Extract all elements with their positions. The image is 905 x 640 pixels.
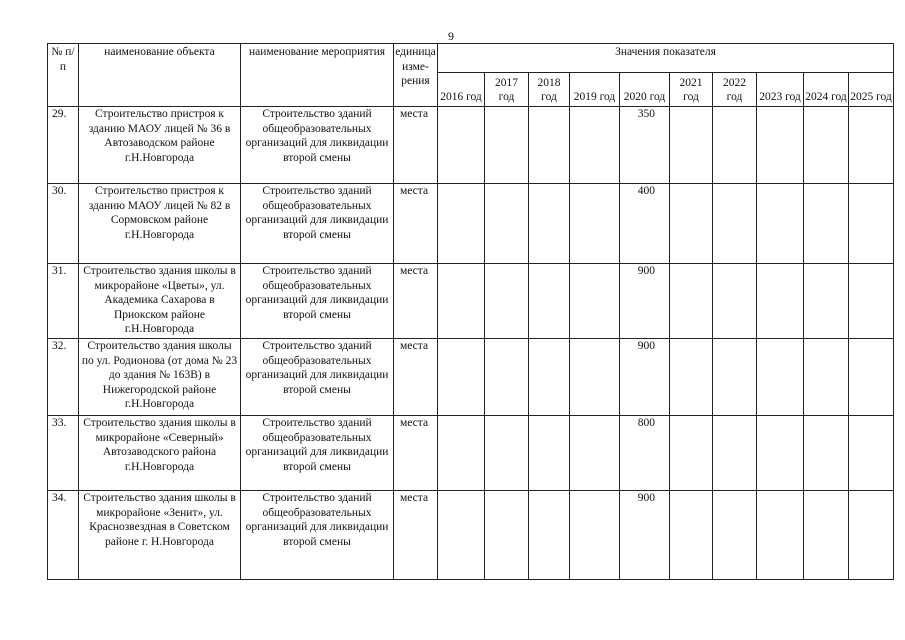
value-2018 — [529, 264, 570, 339]
value-2025 — [849, 107, 894, 184]
table-row — [48, 107, 894, 184]
unit-cell: места — [394, 184, 438, 264]
unit-cell: места — [394, 339, 438, 416]
header-year: 2017 год — [485, 73, 529, 107]
value-2022 — [713, 416, 757, 491]
value-2018 — [529, 339, 570, 416]
value-2020: 900 — [620, 339, 670, 416]
value-2021 — [670, 416, 713, 491]
value-2018 — [529, 416, 570, 491]
value-2021 — [670, 491, 713, 580]
table-row — [48, 184, 894, 264]
unit-cell: места — [394, 264, 438, 339]
header-object: наименование объекта — [79, 44, 241, 107]
table-row — [48, 491, 894, 580]
object-name: Строительство здания школы по ул. Родионова (от дома № 23 до здания № 163В) в Нижегородской районе г.Н.Новгорода — [79, 339, 241, 416]
value-2022 — [713, 264, 757, 339]
unit-cell: места — [394, 416, 438, 491]
header-year: 2018 год — [529, 73, 570, 107]
measure-name: Строительство зданий общеобразовательных организаций для ликвидации второй смены — [241, 491, 394, 580]
value-2018 — [529, 491, 570, 580]
value-2022 — [713, 184, 757, 264]
value-2016 — [438, 184, 485, 264]
value-2023 — [757, 339, 804, 416]
table-row — [48, 416, 894, 491]
header-year: 2023 год — [757, 73, 804, 107]
value-2017 — [485, 184, 529, 264]
value-2016 — [438, 491, 485, 580]
table-row — [48, 264, 894, 339]
row-number: 34. — [48, 491, 79, 580]
object-name: Строительство здания школы в микрорайоне «Северный» Автозаводского района г.Н.Новгорода — [79, 416, 241, 491]
value-2024 — [804, 491, 849, 580]
value-2019 — [570, 416, 620, 491]
object-name: Строительство пристроя к зданию МАОУ лицей № 36 в Автозаводском районе г.Н.Новгорода — [79, 107, 241, 184]
value-2016 — [438, 264, 485, 339]
header-measure: наименование мероприятия — [241, 44, 394, 107]
object-name: Строительство пристроя к зданию МАОУ лицей № 82 в Сормовском районе г.Н.Новгорода — [79, 184, 241, 264]
value-2019 — [570, 107, 620, 184]
unit-cell: места — [394, 107, 438, 184]
value-2024 — [804, 416, 849, 491]
value-2021 — [670, 184, 713, 264]
value-2018 — [529, 107, 570, 184]
object-name: Строительство здания школы в микрорайоне «Зенит», ул. Краснозвездная в Советском районе г. Н.Новгорода — [79, 491, 241, 580]
header-num: № п/п — [48, 44, 79, 107]
table-row — [48, 339, 894, 416]
value-2025 — [849, 184, 894, 264]
value-2025 — [849, 416, 894, 491]
value-2023 — [757, 107, 804, 184]
value-2025 — [849, 264, 894, 339]
header-year: 2022 год — [713, 73, 757, 107]
value-2021 — [670, 264, 713, 339]
value-2023 — [757, 416, 804, 491]
value-2021 — [670, 107, 713, 184]
value-2022 — [713, 491, 757, 580]
value-2017 — [485, 339, 529, 416]
value-2020: 900 — [620, 264, 670, 339]
value-2017 — [485, 107, 529, 184]
value-2023 — [757, 184, 804, 264]
value-2020: 400 — [620, 184, 670, 264]
value-2019 — [570, 339, 620, 416]
value-2019 — [570, 264, 620, 339]
value-2016 — [438, 339, 485, 416]
object-name: Строительство здания школы в микрорайоне «Цветы», ул. Академика Сахарова в Приокском районе г.Н.Новгорода — [79, 264, 241, 339]
value-2019 — [570, 184, 620, 264]
header-year: 2024 год — [804, 73, 849, 107]
value-2024 — [804, 184, 849, 264]
value-2025 — [849, 491, 894, 580]
indicator-table — [47, 43, 894, 580]
row-number: 29. — [48, 107, 79, 184]
value-2025 — [849, 339, 894, 416]
measure-name: Строительство зданий общеобразовательных организаций для ликвидации второй смены — [241, 107, 394, 184]
value-2017 — [485, 416, 529, 491]
unit-cell: места — [394, 491, 438, 580]
value-2016 — [438, 107, 485, 184]
value-2023 — [757, 491, 804, 580]
row-number: 33. — [48, 416, 79, 491]
measure-name: Строительство зданий общеобразовательных организаций для ликвидации второй смены — [241, 339, 394, 416]
measure-name: Строительство зданий общеобразовательных организаций для ликвидации второй смены — [241, 184, 394, 264]
value-2024 — [804, 339, 849, 416]
value-2023 — [757, 264, 804, 339]
value-2020: 350 — [620, 107, 670, 184]
header-year: 2020 год — [620, 73, 670, 107]
value-2017 — [485, 491, 529, 580]
value-2020: 800 — [620, 416, 670, 491]
header-year: 2019 год — [570, 73, 620, 107]
value-2024 — [804, 264, 849, 339]
value-2016 — [438, 416, 485, 491]
value-2020: 900 — [620, 491, 670, 580]
row-number: 31. — [48, 264, 79, 339]
value-2018 — [529, 184, 570, 264]
measure-name: Строительство зданий общеобразовательных организаций для ликвидации второй смены — [241, 264, 394, 339]
header-year: 2016 год — [438, 73, 485, 107]
row-number: 32. — [48, 339, 79, 416]
value-2022 — [713, 339, 757, 416]
row-number: 30. — [48, 184, 79, 264]
header-unit: единица изме-рения — [394, 44, 438, 107]
header-values-title: Значения показателя — [438, 44, 894, 73]
value-2019 — [570, 491, 620, 580]
value-2021 — [670, 339, 713, 416]
value-2017 — [485, 264, 529, 339]
header-year: 2025 год — [849, 73, 894, 107]
value-2024 — [804, 107, 849, 184]
page-number: 9 — [448, 29, 454, 43]
measure-name: Строительство зданий общеобразовательных организаций для ликвидации второй смены — [241, 416, 394, 491]
value-2022 — [713, 107, 757, 184]
header-year: 2021 год — [670, 73, 713, 107]
